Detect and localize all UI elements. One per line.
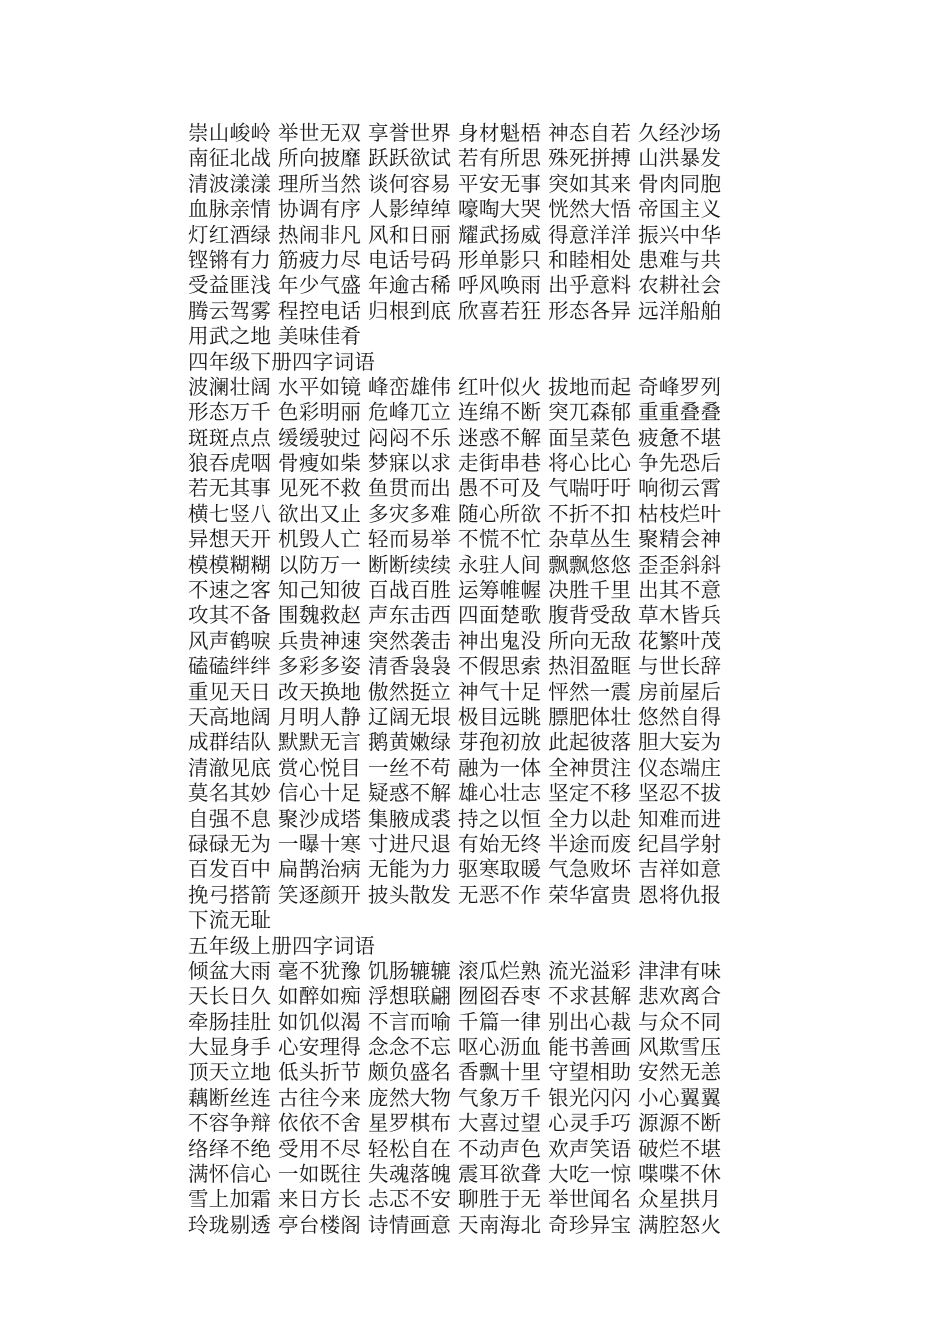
word-list-line: 清澈见底 赏心悦目 一丝不苟 融为一体 全神贯注 仪态端庄 <box>188 755 722 780</box>
word-list-line: 倾盆大雨 毫不犹豫 饥肠辘辘 滚瓜烂熟 流光溢彩 津津有味 <box>188 958 722 983</box>
word-list-line: 不速之客 知己知彼 百战百胜 运筹帷幄 决胜千里 出其不意 <box>188 578 722 603</box>
word-list-line: 雪上加霜 来日方长 忐忑不安 聊胜于无 举世闻名 众星拱月 <box>188 1187 722 1212</box>
section-heading-grade4-second: 四年级下册四字词语 <box>188 349 376 374</box>
word-list-line: 满怀信心 一如既往 失魂落魄 震耳欲聋 大吃一惊 喋喋不休 <box>188 1162 722 1187</box>
word-list-line: 清波漾漾 理所当然 谈何容易 平安无事 突如其来 骨肉同胞 <box>188 171 722 196</box>
section-heading-grade5-first: 五年级上册四字词语 <box>188 933 376 958</box>
word-list-line: 磕磕绊绊 多彩多姿 清香袅袅 不假思索 热泪盈眶 与世长辞 <box>188 654 722 679</box>
word-list-line: 顶天立地 低头折节 颇负盛名 香飘十里 守望相助 安然无恙 <box>188 1060 722 1085</box>
word-list-line: 挽弓搭箭 笑逐颜开 披头散发 无恶不作 荣华富贵 恩将仇报 <box>188 882 722 907</box>
word-list-line: 模模糊糊 以防万一 断断续续 永驻人间 飘飘悠悠 歪歪斜斜 <box>188 552 722 577</box>
word-list-line: 牵肠挂肚 如饥似渴 不言而喻 千篇一律 别出心裁 与众不同 <box>188 1009 722 1034</box>
word-list-line: 若无其事 见死不救 鱼贯而出 愚不可及 气喘吁吁 响彻云霄 <box>188 476 722 501</box>
word-list-line: 南征北战 所向披靡 跃跃欲试 若有所思 殊死拼搏 山洪暴发 <box>188 146 722 171</box>
word-list-line: 玲珑剔透 亭台楼阁 诗情画意 天南海北 奇珍异宝 满腔怒火 <box>188 1212 722 1237</box>
word-list-line: 天长日久 如醉如痴 浮想联翩 囫囵吞枣 不求甚解 悲欢离合 <box>188 984 722 1009</box>
word-list-line: 藕断丝连 古往今来 庞然大物 气象万千 银光闪闪 小心翼翼 <box>188 1085 722 1110</box>
document-page <box>188 121 768 1238</box>
word-list-line: 不容争辩 依依不舍 星罗棋布 大喜过望 心灵手巧 源源不断 <box>188 1111 722 1136</box>
word-list-line: 受益匪浅 年少气盛 年逾古稀 呼风唤雨 出乎意料 农耕社会 <box>188 273 722 298</box>
word-list-line: 灯红酒绿 热闹非凡 风和日丽 耀武扬威 得意洋洋 振兴中华 <box>188 222 722 247</box>
word-list-line: 崇山峻岭 举世无双 享誉世界 身材魁梧 神态自若 久经沙场 <box>188 121 722 145</box>
word-list-line: 形态万千 色彩明丽 危峰兀立 连绵不断 突兀森郁 重重叠叠 <box>188 400 722 425</box>
word-list-line: 异想天开 机毁人亡 轻而易举 不慌不忙 杂草丛生 聚精会神 <box>188 527 722 552</box>
word-list-line: 狼吞虎咽 骨瘦如柴 梦寐以求 走街串巷 将心比心 争先恐后 <box>188 451 722 476</box>
word-list-line: 百发百中 扁鹊治病 无能为力 驱寒取暖 气急败坏 吉祥如意 <box>188 857 722 882</box>
word-list-line: 风声鹤唳 兵贵神速 突然袭击 神出鬼没 所向无敌 花繁叶茂 <box>188 628 722 653</box>
word-list-line: 铿锵有力 筋疲力尽 电话号码 形单影只 和睦相处 患难与共 <box>188 247 722 272</box>
word-list-line: 下流无耻 <box>188 908 272 933</box>
word-list-line: 腾云驾雾 程控电话 归根到底 欣喜若狂 形态各异 远洋船舶 <box>188 298 722 323</box>
word-list-line: 血脉亲情 协调有序 人影绰绰 嚎啕大哭 恍然大悟 帝国主义 <box>188 197 722 222</box>
word-list-line: 攻其不备 围魏救赵 声东击西 四面楚歌 腹背受敌 草木皆兵 <box>188 603 722 628</box>
word-list-line: 波澜壮阔 水平如镜 峰峦雄伟 红叶似火 拔地而起 奇峰罗列 <box>188 374 722 399</box>
word-list-line: 斑斑点点 缓缓驶过 闷闷不乐 迷惑不解 面呈菜色 疲惫不堪 <box>188 425 722 450</box>
word-list-line: 莫名其妙 信心十足 疑惑不解 雄心壮志 坚定不移 坚忍不拔 <box>188 781 722 806</box>
word-list-line: 天高地阔 月明人静 辽阔无垠 极目远眺 膘肥体壮 悠然自得 <box>188 704 722 729</box>
word-list-line: 重见天日 改天换地 傲然挺立 神气十足 怦然一震 房前屋后 <box>188 679 722 704</box>
word-list-line: 自强不息 聚沙成塔 集腋成裘 持之以恒 全力以赴 知难而进 <box>188 806 722 831</box>
word-list-line: 大显身手 心安理得 念念不忘 呕心沥血 能书善画 风欺雪压 <box>188 1035 722 1060</box>
word-list-line: 络绎不绝 受用不尽 轻松自在 不动声色 欢声笑语 破烂不堪 <box>188 1136 722 1161</box>
word-list-line: 碌碌无为 一曝十寒 寸进尺退 有始无终 半途而废 纪昌学射 <box>188 831 722 856</box>
word-list-line: 横七竖八 欲出又止 多灾多难 随心所欲 不折不扣 枯枝烂叶 <box>188 501 722 526</box>
word-list-line: 用武之地 美味佳肴 <box>188 324 362 349</box>
word-list-line: 成群结队 默默无言 鹅黄嫩绿 芽孢初放 此起彼落 胆大妄为 <box>188 730 722 755</box>
